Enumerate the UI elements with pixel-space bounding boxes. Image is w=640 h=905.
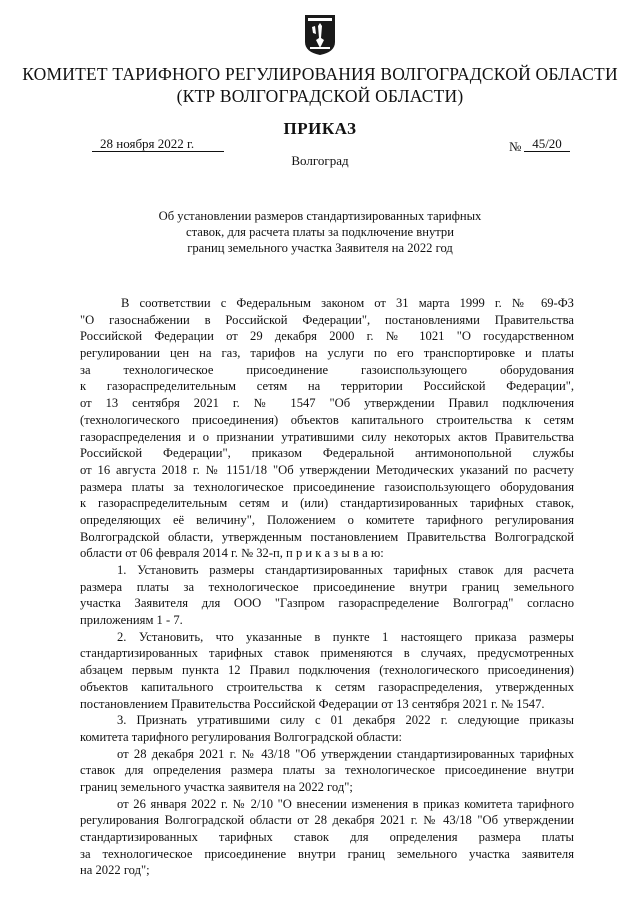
- body-line: к газораспределительным сетям и (или) стандартизированных тарифных ставок,: [80, 496, 574, 511]
- body-line: комитета тарифного регулирования Волгоградской области:: [80, 729, 402, 744]
- body-line: от 16 августа 2018 г. № 1151/18 "Об утверждении Методических указаний по расчету: [80, 462, 574, 477]
- body-line: 2. Установить, что указанные в пункте 1 настоящего приказа размеры: [117, 629, 574, 644]
- body-line: за технологическое присоединение внутри границ земельного участка заявителя: [80, 846, 574, 861]
- document-city: Волгоград: [291, 153, 349, 168]
- body-line: абзацем первым пункта 12 Правил подключения (технологического присоединения): [80, 663, 574, 678]
- body-line: регулировании цен на газ, тарифов на услуги по его транспортировке и платы: [80, 346, 574, 361]
- body-line: от 13 сентября 2021 г. № 1547 "Об утверждении Правил подключения: [80, 396, 574, 411]
- document-type: ПРИКАЗ: [283, 119, 357, 138]
- body-line: Российской Федерации", приказом Федеральной антимонопольной службы: [80, 446, 574, 461]
- body-line: приложениям 1 - 7.: [80, 613, 183, 628]
- title-line: Об установлении размеров стандартизированных тарифных: [158, 209, 482, 223]
- body-line: 1. Установить размеры стандартизированных тарифных ставок для расчета: [117, 563, 574, 577]
- body-line: к газораспределительным сетям на территории Российской Федерации",: [80, 379, 574, 394]
- body-line: участка Заявителя для ООО "Газпром газораспределение Волгоград" согласно: [80, 596, 574, 611]
- body-line: от 26 января 2022 г. № 2/10 "О внесении изменения в приказ комитета тарифного: [117, 796, 574, 811]
- body-line: ставок для определения размера платы за технологическое присоединение внутри: [80, 763, 574, 778]
- body-line: 3. Признать утратившими силу с 01 декабря 2022 г. следующие приказы: [117, 713, 574, 728]
- body-line: постановлением Правительства Российской Федерации от 13 сентября 2021 г. № 1547.: [80, 696, 545, 711]
- body-line: размера платы за технологическое присоединение внутри границ земельного: [80, 579, 574, 594]
- number-label: №: [509, 139, 522, 154]
- body-line: газораспределения и о признании утратившими силу некоторых актов Правительства: [80, 429, 574, 444]
- document-number: 45/20: [524, 137, 570, 152]
- body-line: регулирования Волгоградской области от 28 декабря 2021 г. № 43/18 "Об утверждении: [80, 813, 574, 828]
- organization-name: КОМИТЕТ ТАРИФНОГО РЕГУЛИРОВАНИЯ ВОЛГОГРАДСКОЙ ОБЛАСТИ: [22, 64, 618, 84]
- body-line: определяющих её величину", Положением о комитете тарифного регулирования: [80, 512, 574, 527]
- document-date: 28 ноября 2022 г.: [92, 137, 224, 152]
- title-line: границ земельного участка Заявителя на 2022 год: [187, 241, 453, 255]
- body-line: за технологическое присоединение газоиспользующего оборудования: [80, 362, 574, 377]
- volgograd-coat-of-arms-icon: [304, 14, 336, 56]
- body-line: стандартизированных тарифных ставок для определения размера платы: [80, 830, 574, 844]
- document-title: [140, 208, 500, 256]
- body-line: границ земельного участка заявителя на 2022 год";: [80, 779, 353, 794]
- body-line: (технологического присоединения) объектов капитального строительства к сетям: [80, 412, 574, 427]
- organization-short-name: (КТР ВОЛГОГРАДСКОЙ ОБЛАСТИ): [176, 86, 464, 106]
- body-line: на 2022 год";: [80, 863, 150, 878]
- body-line: объектов капитального строительства к сетям газораспределения, утвержденных: [80, 679, 574, 694]
- body-line: от 28 декабря 2021 г. № 43/18 "Об утверждении стандартизированных тарифных: [117, 746, 574, 761]
- body-line: В соответствии с Федеральным законом от 31 марта 1999 г. № 69-ФЗ: [121, 296, 574, 310]
- body-line: стандартизированных тарифных ставок применяются в случаях, предусмотренных: [80, 646, 574, 661]
- document-body: [80, 295, 574, 879]
- body-line: "О газоснабжении в Российской Федерации", постановлениями Правительства: [80, 312, 574, 327]
- body-line: области от 06 февраля 2014 г. № 32-п, п р и к а з ы в а ю:: [80, 546, 384, 561]
- body-line: размера платы за технологическое присоединение газоиспользующего оборудования: [80, 479, 574, 494]
- title-line: ставок, для расчета платы за подключение внутри: [186, 225, 454, 239]
- body-line: Российской Федерации от 29 декабря 2000 г. № 1021 "О государственном: [80, 329, 574, 344]
- body-line: Волгоградской области, утвержденным постановлением Правительства Волгоградской: [80, 529, 574, 544]
